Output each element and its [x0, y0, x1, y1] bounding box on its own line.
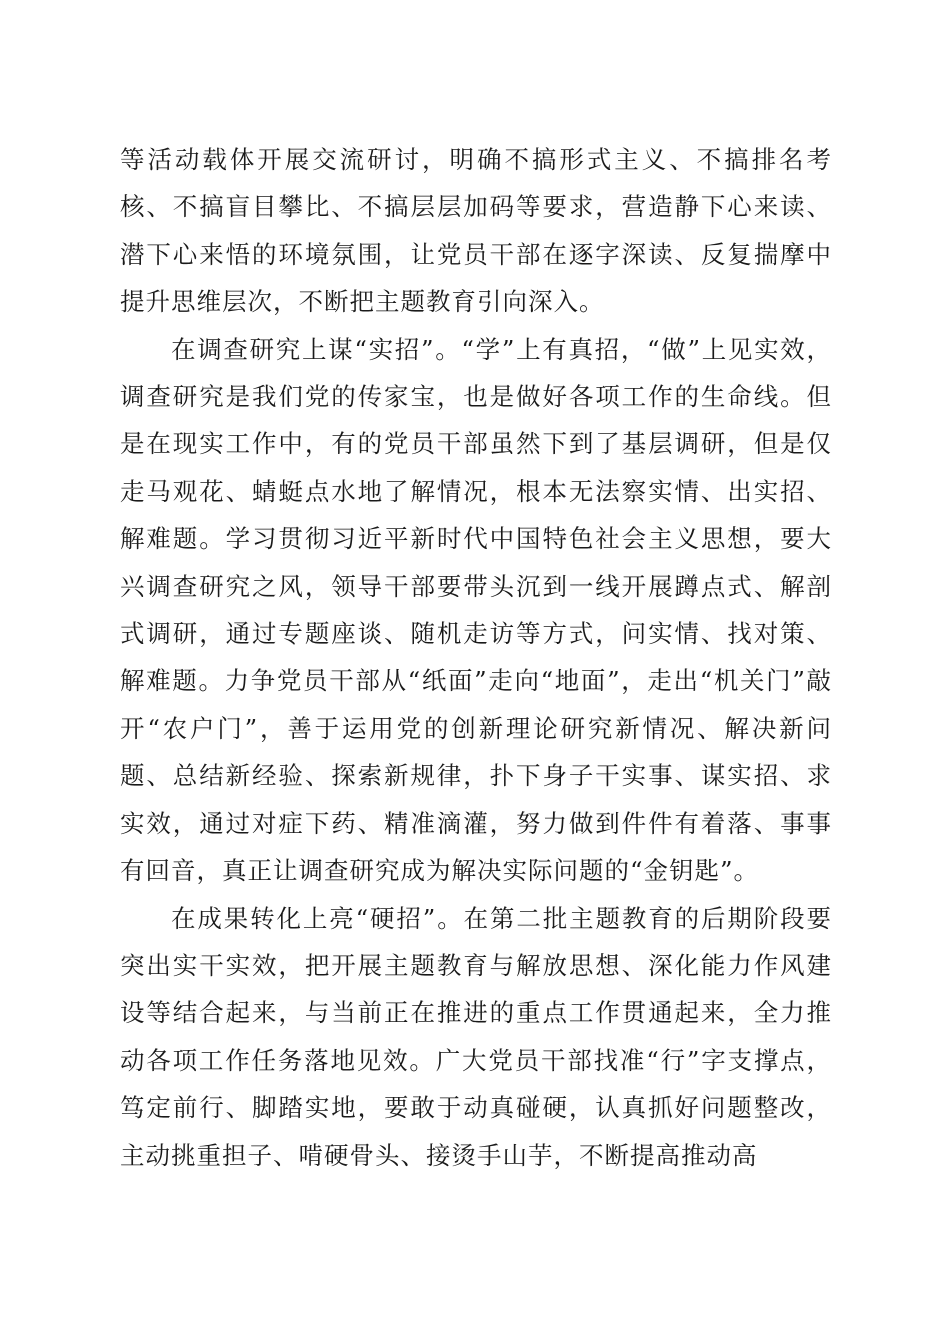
paragraph-continuation: 等活动载体开展交流研讨，明确不搞形式主义、不搞排名考核、不搞盲目攀比、不搞层层加码等要求，营造静下心来读、潜下心来悟的环境氛围，让党员干部在逐字深读、反复揣摩中提升思维层次，不断把主题教育引向深入。 [120, 145, 832, 317]
paragraph-results: 在成果转化上亮“硬招”。在第二批主题教育的后期阶段要突出实干实效，把开展主题教育与解放思想、深化能力作风建设等结合起来，与当前正在推进的重点工作贯通起来，全力推动各项工作任务落地见效。广大党员干部找准“行”字支撑点，笃定前行、脚踏实地，要敢于动真碰硬，认真抓好问题整改，主动挑重担子、啃硬骨头、接烫手山芋，不断提高推动高 [120, 903, 832, 1170]
paragraph-research: 在调查研究上谋“实招”。“学”上有真招，“做”上见实效，调查研究是我们党的传家宝，也是做好各项工作的生命线。但是在现实工作中，有的党员干部虽然下到了基层调研，但是仅走马观花、蜻蜓点水地了解情况，根本无法察实情、出实招、解难题。学习贯彻习近平新时代中国特色社会主义思想，要大兴调查研究之风，领导干部要带头沉到一线开展蹲点式、解剖式调研，通过专题座谈、随机走访等方式，问实情、找对策、解难题。力争党员干部从“纸面”走向“地面”，走出“机关门”敲开“农户门”，善于运用党的创新理论研究新情况、解决新问题、总结新经验、探索新规律，扑下身子干实事、谋实招、求实效，通过对症下药、精准滴灌，努力做到件件有着落、事事有回音，真正让调查研究成为解决实际问题的“金钥匙”。 [120, 334, 832, 886]
document-body [120, 136, 832, 1179]
